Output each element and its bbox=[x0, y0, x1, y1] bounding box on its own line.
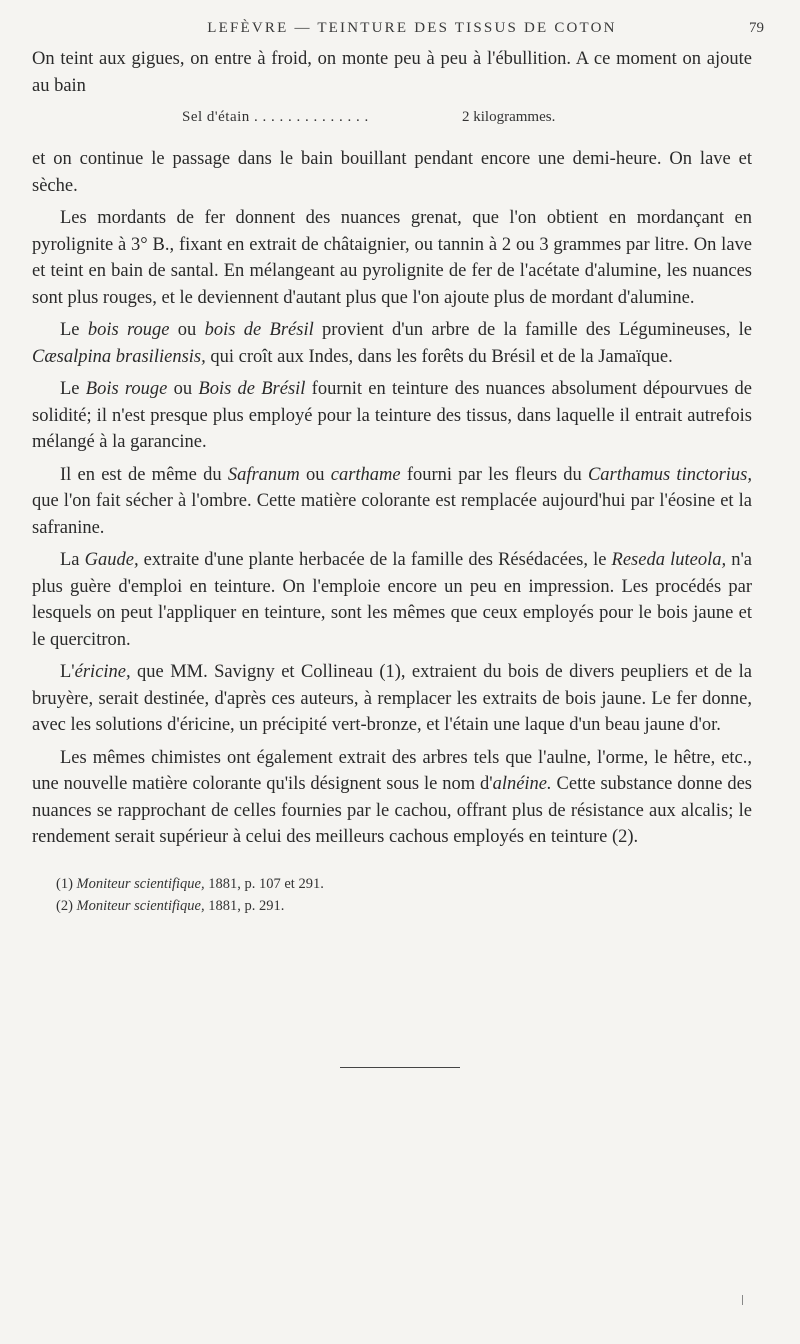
italic-term: Carthamus tinctorius, bbox=[587, 464, 752, 485]
paragraph-1: On teint aux gigues, on entre à froid, on monte peu à peu à l'ébullition. A ce moment on ajoute au bain bbox=[32, 49, 752, 96]
footnote-source: Moniteur scientifique, bbox=[76, 875, 205, 892]
text-run: L' bbox=[60, 662, 75, 682]
text-run: Le bbox=[60, 320, 88, 340]
paragraph-5 bbox=[32, 376, 752, 456]
italic-term: bois rouge bbox=[87, 320, 170, 340]
paragraph-8 bbox=[32, 659, 752, 739]
running-title: LEFÈVRE — TEINTURE DES TISSUS DE COTON bbox=[207, 20, 617, 36]
italic-term: Bois de Brésil bbox=[198, 379, 306, 399]
text-run: Cette substance donne des nuances se rapprochant de celles fournies par le cachou, offrant plus de résistance aux alcalis; le rendement serait supérieur à celui des meilleurs cachous employés en teinture (2). bbox=[32, 774, 752, 847]
stray-mark bbox=[742, 1295, 743, 1305]
text-run: ou bbox=[169, 320, 205, 340]
paragraph-6 bbox=[32, 462, 752, 542]
footnote-marker: (2) bbox=[56, 897, 73, 914]
text-run: ou bbox=[167, 379, 199, 399]
italic-term: Reseda luteola, bbox=[611, 550, 727, 570]
italic-term: alnéine. bbox=[492, 774, 552, 794]
text-run: fournit en teinture des nuances absolument dépourvues de solidité; il n'est presque plus employé pour la teinture des tissus, dans laquelle il entrait autrefois mélangé à la garancine. bbox=[32, 379, 753, 452]
footnotes bbox=[56, 873, 752, 917]
italic-term: Gaude, bbox=[84, 550, 139, 570]
text-run: extraite d'une plante herbacée de la famille des Résédacées, le bbox=[138, 550, 612, 570]
footnote-1 bbox=[56, 873, 752, 895]
italic-term: carthame bbox=[330, 464, 401, 485]
text-run: Les mêmes chimistes ont également extrait des arbres tels que l'aulne, l'orme, le hêtre, etc., une nouvelle matière colorante qu'ils désignent sous le nom d' bbox=[32, 747, 752, 794]
text-run: ou bbox=[299, 464, 331, 485]
footnote-marker: (1) bbox=[56, 875, 73, 892]
text-run: La bbox=[60, 550, 85, 570]
text-run: fourni par les fleurs du bbox=[400, 464, 588, 485]
paragraph-4 bbox=[32, 317, 752, 370]
text-run: n'a plus guère d'emploi en teinture. On l'emploie encore un peu en impression. Les procédés par lesquels on peut l'appliquer en teinture, sont les mêmes que ceux employés pour le bois jaune et le quercitron. bbox=[32, 550, 752, 650]
paragraph-2: et on continue le passage dans le bain bouillant pendant encore une demi-heure. On lave et sèche. bbox=[32, 149, 752, 196]
text-run: que l'on fait sécher à l'ombre. Cette matière colorante est remplacée aujourd'hui par l'éosine et la safranine. bbox=[32, 491, 752, 538]
text-run: Il en est de même du bbox=[60, 464, 228, 485]
italic-term: Bois rouge bbox=[85, 379, 168, 399]
recipe-ingredient: Sel d'étain . . . . . . . . . . . . . . bbox=[182, 109, 369, 125]
italic-term: Safranum bbox=[227, 464, 300, 485]
footnote-reference: 1881, p. 291. bbox=[204, 897, 285, 914]
italic-term: éricine, bbox=[74, 662, 131, 682]
end-rule bbox=[340, 1067, 460, 1068]
text-run: qui croît aux Indes, dans les forêts du Brésil et de la Jamaïque. bbox=[205, 346, 673, 367]
recipe-quantity: 2 kilogrammes. bbox=[462, 109, 556, 125]
text-run: provient d'un arbre de la famille des Légumineuses, le bbox=[313, 320, 752, 340]
paragraph-3: Les mordants de fer donnent des nuances grenat, que l'on obtient en mordançant en pyrolignite à 3° B., fixant en extrait de châtaignier, ou tannin à 2 ou 3 grammes par litre. On lave et teint en bain de santal. En mélangeant au pyrolignite de fer de l'acétate d'alumine, les nuances sont plus rouges, et le deviennent d'autant plus que l'on ajoute plus de mordant d'alumine. bbox=[32, 208, 752, 308]
page-number: 79 bbox=[749, 20, 764, 36]
footnote-2 bbox=[56, 895, 752, 917]
italic-term: Cæsalpina brasiliensis, bbox=[32, 346, 206, 367]
italic-term: bois de Brésil bbox=[204, 320, 314, 340]
footnote-reference: 1881, p. 107 et 291. bbox=[204, 875, 324, 892]
paragraph-7 bbox=[32, 547, 752, 653]
footnote-source: Moniteur scientifique, bbox=[76, 897, 205, 914]
running-header bbox=[32, 20, 764, 46]
text-run: que MM. Savigny et Collineau (1), extraient du bois de divers peupliers et de la bruyère, serait destinée, d'après ces auteurs, à remplacer les extraits de bois jaune. Le fer donne, avec les solutions d'éricine, un précipité vert-bronze, et l'étain une laque d'un beau jaune d'or. bbox=[32, 662, 752, 735]
text-run: Le bbox=[60, 379, 86, 399]
recipe-line bbox=[182, 109, 752, 126]
paragraph-9 bbox=[32, 745, 752, 851]
page bbox=[32, 20, 764, 917]
